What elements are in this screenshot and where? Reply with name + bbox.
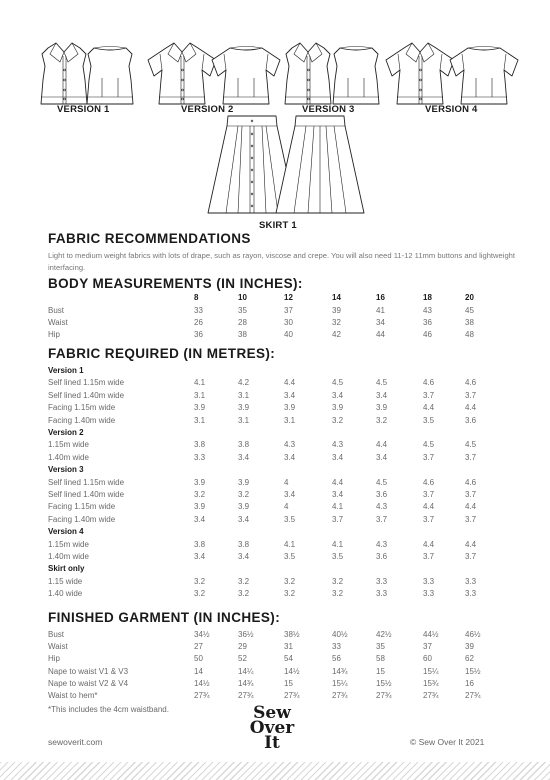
table-cell: 27¾ [376,691,392,700]
table-cell: 3.1 [194,390,206,400]
table-cell: 15¾ [423,678,439,688]
table-row [48,415,518,427]
table-cell: 3.3 [376,589,388,599]
table-cell: 42½ [376,630,392,639]
table-cell: 3.9 [194,403,206,413]
table-cell: 4.3 [332,440,344,450]
table-cell: 3.4 [332,490,344,499]
table-row [48,377,518,389]
table-cell: 54 [284,654,293,664]
row-label: Facing 1.15m wide [48,403,116,413]
table-cell: 3.1 [194,415,206,425]
size-header-row [48,292,518,304]
table-cell: 46½ [465,630,481,639]
row-label: 1.15 wide [48,576,83,586]
table-cell: 3.9 [332,403,344,413]
table-cell: 3.1 [238,390,250,400]
table-row [48,678,518,690]
table-cell: 44½ [423,630,439,639]
table-cell: 46 [423,330,432,340]
table-cell: 3.8 [194,440,206,450]
version-4-back-illustration [450,47,518,105]
table-cell: 14¾ [332,666,348,676]
table-cell: 3.2 [194,576,206,586]
table-cell: 27¾ [332,691,348,700]
table-cell: 3.6 [376,552,388,561]
row-group-heading: Version 2 [48,428,84,437]
fabric-recommendations-text: Light to medium weight fabrics with lots of drape, such as rayon, viscose and crepe. You will also need 11-12 11mm buttons and lightweight interfacing. [48,251,515,272]
table-cell: 4.2 [238,378,250,388]
table-cell: 4.4 [423,502,435,512]
table-row [48,402,518,414]
row-group-heading: Version 3 [48,465,84,475]
table-cell: 14½ [194,678,210,688]
row-label: Hip [48,654,61,664]
table-cell: 4.6 [423,477,435,487]
version-2-front-illustration [148,43,216,104]
table-cell: 3.7 [465,490,477,499]
version-1-front-illustration [41,43,87,104]
row-label: Nape to waist V1 & V3 [48,666,129,676]
table-cell: 3.5 [284,514,296,524]
logo-line-1: Sew [253,703,291,723]
size-header-cell: 20 [465,293,474,302]
table-cell: 3.1 [238,415,250,425]
table-row [48,464,518,476]
table-cell: 27¾ [194,691,210,700]
table-cell: 15½ [376,678,392,688]
table-cell: 14 [194,666,203,676]
table-cell: 27¾ [238,691,254,700]
table-cell: 3.5 [332,552,344,561]
table-cell: 3.7 [423,514,435,524]
table-cell: 32 [332,318,341,328]
table-row [48,317,518,329]
table-cell: 28 [238,318,247,328]
table-cell: 3.8 [238,539,250,549]
table-cell: 4 [284,477,289,487]
table-cell: 34 [376,318,385,328]
table-cell: 3.9 [376,403,388,413]
table-cell: 15½ [465,666,481,676]
table-cell: 3.9 [284,403,296,413]
table-cell: 3.2 [238,576,250,586]
size-header-cell: 8 [194,293,199,302]
row-label: 1.40 wide [48,589,83,599]
table-cell: 3.6 [376,490,388,499]
table-cell: 3.4 [332,390,344,400]
table-cell: 27¾ [284,691,300,700]
table-cell: 3.2 [332,415,344,425]
table-cell: 40½ [332,630,348,639]
table-cell: 3.4 [238,514,250,524]
row-label: 1.40m wide [48,452,89,462]
table-cell: 3.4 [238,552,250,561]
table-cell: 4.4 [465,502,477,512]
version-1-label: VERSION 1 [57,104,110,115]
table-cell: 31 [284,642,293,652]
size-header-cell: 12 [284,293,293,302]
table-row [48,641,518,653]
table-cell: 29 [238,642,247,652]
table-cell: 30 [284,318,293,328]
table-cell: 38½ [284,630,300,639]
table-cell: 3.3 [423,576,435,586]
version-1-back-illustration [87,47,133,105]
table-cell: 4.4 [376,440,388,450]
table-cell: 3.3 [423,589,435,599]
table-cell: 3.9 [238,502,250,512]
version-4-front-illustration [386,43,454,104]
version-2-back-illustration [212,47,280,105]
table-cell: 43 [423,306,432,315]
table-cell: 3.7 [423,390,435,400]
table-row [48,666,518,678]
table-cell: 4.4 [465,539,477,549]
table-row [48,514,518,526]
table-cell: 3.2 [376,415,388,425]
row-group-heading: Version 4 [48,527,84,537]
table-cell: 3.7 [423,452,435,462]
table-cell: 56 [332,654,341,664]
row-label: Self lined 1.15m wide [48,477,125,487]
copyright-text: © Sew Over It 2021 [410,737,485,747]
skirt-1-label: SKIRT 1 [259,220,297,231]
table-cell: 42 [332,330,341,340]
table-cell: 4.1 [284,539,296,549]
table-cell: 60 [423,654,432,664]
table-cell: 16 [465,678,474,688]
table-cell: 3.4 [194,514,206,524]
table-cell: 3.7 [423,490,435,499]
row-label: Waist [48,642,68,652]
table-cell: 4.4 [332,477,344,487]
footnote-text: *This includes the 4cm waistband. [48,705,169,714]
version-3-back-illustration [333,47,379,105]
row-label: Waist to hem* [48,691,98,700]
table-cell: 3.4 [332,452,344,462]
table-cell: 3.7 [465,390,477,400]
table-cell: 3.2 [194,589,206,599]
table-cell: 15 [376,666,385,676]
table-cell: 34½ [194,630,210,639]
version-3-front-illustration [285,43,331,104]
version-2-label: VERSION 2 [181,104,234,115]
table-cell: 37 [423,642,432,652]
body-measurements-heading: BODY MEASUREMENTS (IN INCHES): [48,276,303,291]
row-label: Bust [48,630,65,639]
row-label: Facing 1.40m wide [48,514,116,524]
table-cell: 3.1 [284,415,296,425]
table-row [48,653,518,665]
table-cell: 4.3 [284,440,296,450]
row-label: Self lined 1.40m wide [48,490,125,499]
row-label: Facing 1.15m wide [48,502,116,512]
table-cell: 3.2 [284,589,296,599]
table-cell: 3.3 [465,576,477,586]
table-cell: 39 [465,642,474,652]
table-cell: 38 [465,318,474,328]
size-header-cell: 16 [376,293,385,302]
table-cell: 35 [238,306,247,315]
table-row [48,551,518,563]
decorative-stripe-border [0,762,550,780]
table-cell: 3.9 [194,502,206,512]
table-row [48,329,518,341]
table-cell: 4.5 [423,440,435,450]
table-cell: 3.8 [238,440,250,450]
table-cell: 35 [376,642,385,652]
row-label: 1.15m wide [48,440,89,450]
version-3-label: VERSION 3 [302,104,355,115]
table-cell: 36 [194,330,203,340]
table-cell: 4.5 [376,378,388,388]
table-cell: 14½ [284,666,300,676]
table-cell: 45 [465,306,474,315]
table-cell: 14¼ [238,666,254,676]
version-4-label: VERSION 4 [425,104,478,115]
table-cell: 27¾ [423,691,439,700]
table-cell: 3.5 [284,552,296,561]
row-label: Facing 1.40m wide [48,415,116,425]
table-cell: 3.3 [465,589,477,599]
table-row [48,588,518,600]
finished-garment-heading: FINISHED GARMENT (IN INCHES): [48,610,281,625]
table-cell: 4.1 [332,539,344,549]
table-cell: 4.4 [284,378,296,388]
table-cell: 4.5 [332,378,344,388]
table-row [48,526,518,538]
table-row [48,427,518,439]
table-cell: 3.2 [238,490,250,499]
table-row [48,539,518,551]
table-cell: 44 [376,330,385,340]
table-cell: 40 [284,330,293,340]
table-cell: 38 [238,330,247,340]
table-cell: 27 [194,642,203,652]
table-cell: 4.1 [194,378,206,388]
table-cell: 26 [194,318,203,328]
fabric-required-heading: FABRIC REQUIRED (IN METRES): [48,346,276,361]
table-cell: 3.5 [423,415,435,425]
row-label: Self lined 1.15m wide [48,378,125,388]
row-label: 1.40m wide [48,552,89,561]
table-cell: 3.9 [238,403,250,413]
table-cell: 3.7 [376,514,388,524]
table-cell: 4.3 [376,502,388,512]
website-text: sewoverit.com [48,737,103,747]
table-cell: 3.2 [238,589,250,599]
garment-illustrations [0,0,550,230]
table-cell: 50 [194,654,203,664]
row-group-heading: Version 1 [48,366,84,375]
table-cell: 3.4 [284,490,296,499]
table-row [48,390,518,402]
table-cell: 58 [376,654,385,664]
table-cell: 36½ [238,630,254,639]
table-cell: 39 [332,306,341,315]
table-cell: 3.2 [332,576,344,586]
table-cell: 3.2 [284,576,296,586]
table-cell: 4.4 [423,539,435,549]
table-cell: 3.6 [465,415,477,425]
table-cell: 3.7 [465,452,477,462]
table-cell: 62 [465,654,474,664]
skirt-1-back-illustration [276,116,364,213]
table-cell: 4 [284,502,289,512]
table-row [48,439,518,451]
table-cell: 33 [194,306,203,315]
table-cell: 4.4 [423,403,435,413]
table-cell: 3.3 [376,576,388,586]
table-cell: 3.7 [465,552,477,561]
table-cell: 3.2 [194,490,206,499]
table-row [48,477,518,489]
logo-line-2: Over It [249,718,295,753]
table-cell: 3.7 [332,514,344,524]
table-cell: 3.4 [376,390,388,400]
table-cell: 3.4 [238,452,250,462]
table-cell: 4.5 [376,477,388,487]
table-row [48,576,518,588]
sew-over-it-logo [242,703,302,753]
table-cell: 4.6 [423,378,435,388]
row-label: Self lined 1.40m wide [48,390,125,400]
table-cell: 3.9 [194,477,206,487]
table-cell: 27¾ [465,691,481,700]
row-label: Hip [48,330,61,340]
table-cell: 3.4 [376,452,388,462]
table-cell: 15 [284,678,293,688]
table-cell: 3.3 [194,452,206,462]
table-cell: 4.5 [465,440,477,450]
table-cell: 3.4 [194,552,206,561]
fabric-recommendations-heading: FABRIC RECOMMENDATIONS [48,231,251,246]
table-row [48,629,518,641]
size-header-cell: 14 [332,293,341,302]
table-row [48,365,518,377]
row-label: Nape to waist V2 & V4 [48,678,129,688]
table-cell: 36 [423,318,432,328]
row-group-heading: Skirt only [48,564,85,574]
row-label: Bust [48,306,65,315]
table-cell: 4.3 [376,539,388,549]
table-cell: 3.2 [332,589,344,599]
row-label: 1.15m wide [48,539,89,549]
table-cell: 3.7 [465,514,477,524]
row-label: Waist [48,318,68,328]
table-cell: 37 [284,306,293,315]
table-row [48,489,518,501]
table-row [48,452,518,464]
table-cell: 4.4 [465,403,477,413]
table-cell: 3.7 [423,552,435,561]
table-cell: 3.8 [194,539,206,549]
table-cell: 14¾ [238,678,254,688]
size-header-cell: 18 [423,293,432,302]
table-cell: 15¼ [423,666,439,676]
table-row [48,501,518,513]
table-row [48,305,518,317]
table-cell: 4.6 [465,477,477,487]
table-cell: 3.4 [284,452,296,462]
table-cell: 52 [238,654,247,664]
table-cell: 15¼ [332,678,348,688]
table-cell: 41 [376,306,385,315]
size-header-cell: 10 [238,293,247,302]
table-row [48,690,518,702]
table-row [48,563,518,575]
table-cell: 3.4 [284,390,296,400]
table-cell: 3.9 [238,477,250,487]
table-cell: 4.6 [465,378,477,388]
table-cell: 48 [465,330,474,340]
table-cell: 33 [332,642,341,652]
table-cell: 4.1 [332,502,344,512]
